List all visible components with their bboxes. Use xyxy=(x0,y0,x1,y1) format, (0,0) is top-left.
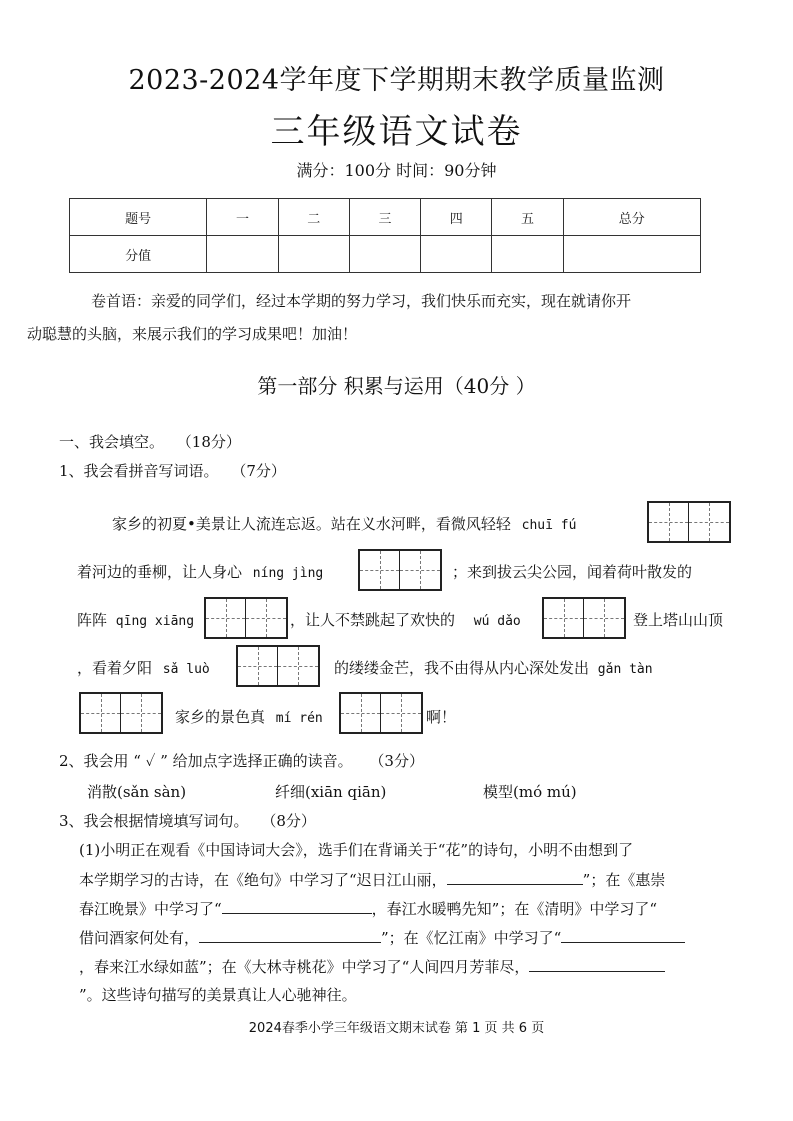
col-3: 三 xyxy=(349,199,420,236)
q1-text: 登上塔山山顶 xyxy=(633,611,724,629)
q3-text: 借问酒家何处有， xyxy=(79,929,200,947)
grid-cell[interactable] xyxy=(81,694,121,732)
q1-line xyxy=(77,609,194,630)
q1-line xyxy=(112,513,576,534)
row-label-question: 题号 xyxy=(70,199,207,236)
q3-line xyxy=(79,897,657,919)
q3-text: 春江晚景》中学习了“ xyxy=(79,900,222,918)
section-score: （18分） xyxy=(176,433,241,451)
q3-line xyxy=(79,868,665,890)
writing-grid[interactable] xyxy=(358,549,442,591)
page-footer: 2024春季小学三年级语文期末试卷 第 1 页 共 6 页 xyxy=(248,1021,545,1036)
col-2: 二 xyxy=(278,199,349,236)
grid-cell[interactable] xyxy=(341,694,381,732)
reading-choice[interactable]: 模型(mó mú) xyxy=(483,783,577,801)
row-label-score: 分值 xyxy=(70,236,207,273)
score-cell[interactable] xyxy=(278,236,349,273)
q1-text: 着河边的垂柳，让人身心 xyxy=(77,563,243,581)
score-table-header-row xyxy=(70,199,701,236)
q1-line xyxy=(77,657,210,678)
writing-grid[interactable] xyxy=(236,645,320,687)
pinyin: wú dǎo xyxy=(473,614,521,629)
reading-choice[interactable]: 纤细(xiān qiān) xyxy=(275,783,387,801)
q1-text: ；来到拔云尖公园，闻着荷叶散发的 xyxy=(452,563,693,581)
score-cell[interactable] xyxy=(421,236,492,273)
exam-title: 2023-2024学年度下学期期末教学质量监测 xyxy=(128,65,665,96)
score-cell[interactable] xyxy=(349,236,420,273)
intro-line-2: 动聪慧的头脑，来展示我们的学习成果吧！加油！ xyxy=(27,325,358,343)
col-4: 四 xyxy=(421,199,492,236)
q1-text: 的缕缕金芒，我不由得从内心深处发出 xyxy=(334,659,590,677)
q1-score: （7分） xyxy=(231,462,286,480)
writing-grid[interactable] xyxy=(339,692,423,734)
writing-grid[interactable] xyxy=(204,597,288,639)
q2-title xyxy=(59,750,424,771)
grid-cell[interactable] xyxy=(381,694,421,732)
grid-cell[interactable] xyxy=(246,599,286,637)
pinyin: gǎn tàn xyxy=(597,662,653,677)
q3-text: ，春江水暖鸭先知”；在《清明》中学习了“ xyxy=(371,900,658,918)
score-cell[interactable] xyxy=(207,236,278,273)
q3-line: (1)小明正在观看《中国诗词大会》，选手们在背诵关于“花”的诗句，小明不由想到了 xyxy=(79,841,634,859)
q3-score: （8分） xyxy=(261,812,316,830)
q3-line xyxy=(79,955,665,977)
q1-text: 啊！ xyxy=(426,708,457,726)
answer-blank[interactable] xyxy=(561,926,685,943)
intro-line-1: 卷首语：亲爱的同学们，经过本学期的努力学习，我们快乐而充实，现在就请你开 xyxy=(91,292,632,310)
col-total: 总分 xyxy=(563,199,700,236)
writing-grid[interactable] xyxy=(542,597,626,639)
grid-cell[interactable] xyxy=(689,503,729,541)
answer-blank[interactable] xyxy=(222,897,372,914)
q1-text: ，让人不禁跳起了欢快的 xyxy=(290,611,456,629)
q1-label: 1、我会看拼音写词语。 xyxy=(59,462,219,480)
writing-grid[interactable] xyxy=(647,501,731,543)
q1-title xyxy=(59,460,286,481)
q3-text: ”；在《忆江南》中学习了“ xyxy=(381,929,562,947)
answer-blank[interactable] xyxy=(447,868,583,885)
answer-blank[interactable] xyxy=(199,926,381,943)
pinyin: mí rén xyxy=(275,711,323,726)
q3-label: 3、我会根据情境填写词句。 xyxy=(59,812,249,830)
q1-text: 家乡的初夏•美景让人流连忘返。站在义水河畔，看微风轻轻 xyxy=(112,515,511,533)
col-5: 五 xyxy=(492,199,563,236)
grid-cell[interactable] xyxy=(238,647,278,685)
q3-text: ，春来江水绿如蓝”；在《大林寺桃花》中学习了“人间四月芳菲尽， xyxy=(79,958,530,976)
grid-cell[interactable] xyxy=(649,503,689,541)
q2-score: （3分） xyxy=(369,752,424,770)
pinyin: níng jìng xyxy=(252,566,324,581)
grid-cell[interactable] xyxy=(360,551,400,589)
q1-line xyxy=(290,609,521,630)
q3-title xyxy=(59,810,316,831)
reading-choice[interactable]: 消散(sǎn sàn) xyxy=(87,783,187,801)
intro-paragraph xyxy=(27,285,749,351)
q1-line xyxy=(77,561,323,582)
score-cell[interactable] xyxy=(563,236,700,273)
grid-cell[interactable] xyxy=(400,551,440,589)
pinyin: sǎ luò xyxy=(162,662,210,677)
writing-grid[interactable] xyxy=(79,692,163,734)
score-cell[interactable] xyxy=(492,236,563,273)
grid-cell[interactable] xyxy=(278,647,318,685)
q1-text: 阵阵 xyxy=(77,611,108,629)
answer-blank[interactable] xyxy=(529,955,665,972)
q1-text: 家乡的景色真 xyxy=(175,708,266,726)
q3-line: ”。这些诗句描写的美景真让人心驰神往。 xyxy=(79,986,357,1004)
q1-text: ，看着夕阳 xyxy=(77,659,153,677)
exam-subject-title: 三年级语文试卷 xyxy=(270,112,523,152)
col-1: 一 xyxy=(207,199,278,236)
part-title: 第一部分 积累与运用（40分 ） xyxy=(257,374,536,398)
pinyin: qīng xiāng xyxy=(115,614,195,629)
section-label: 一、我会填空。 xyxy=(59,433,165,451)
q2-label: 2、我会用 “ ✓ ” 给加点字选择正确的读音。 xyxy=(59,752,353,770)
q3-text: ”；在《惠崇 xyxy=(582,871,666,889)
exam-meta: 满分：100分 时间：90分钟 xyxy=(296,161,497,180)
section-title xyxy=(59,431,241,452)
score-table xyxy=(69,198,701,273)
q3-text: 本学期学习的古诗，在《绝句》中学习了“迟日江山丽， xyxy=(79,871,447,889)
grid-cell[interactable] xyxy=(584,599,624,637)
grid-cell[interactable] xyxy=(121,694,161,732)
q1-line xyxy=(334,657,653,678)
score-table-value-row xyxy=(70,236,701,273)
grid-cell[interactable] xyxy=(206,599,246,637)
pinyin: chuī fú xyxy=(521,518,577,533)
q3-line xyxy=(79,926,685,948)
q1-line xyxy=(175,706,323,727)
grid-cell[interactable] xyxy=(544,599,584,637)
